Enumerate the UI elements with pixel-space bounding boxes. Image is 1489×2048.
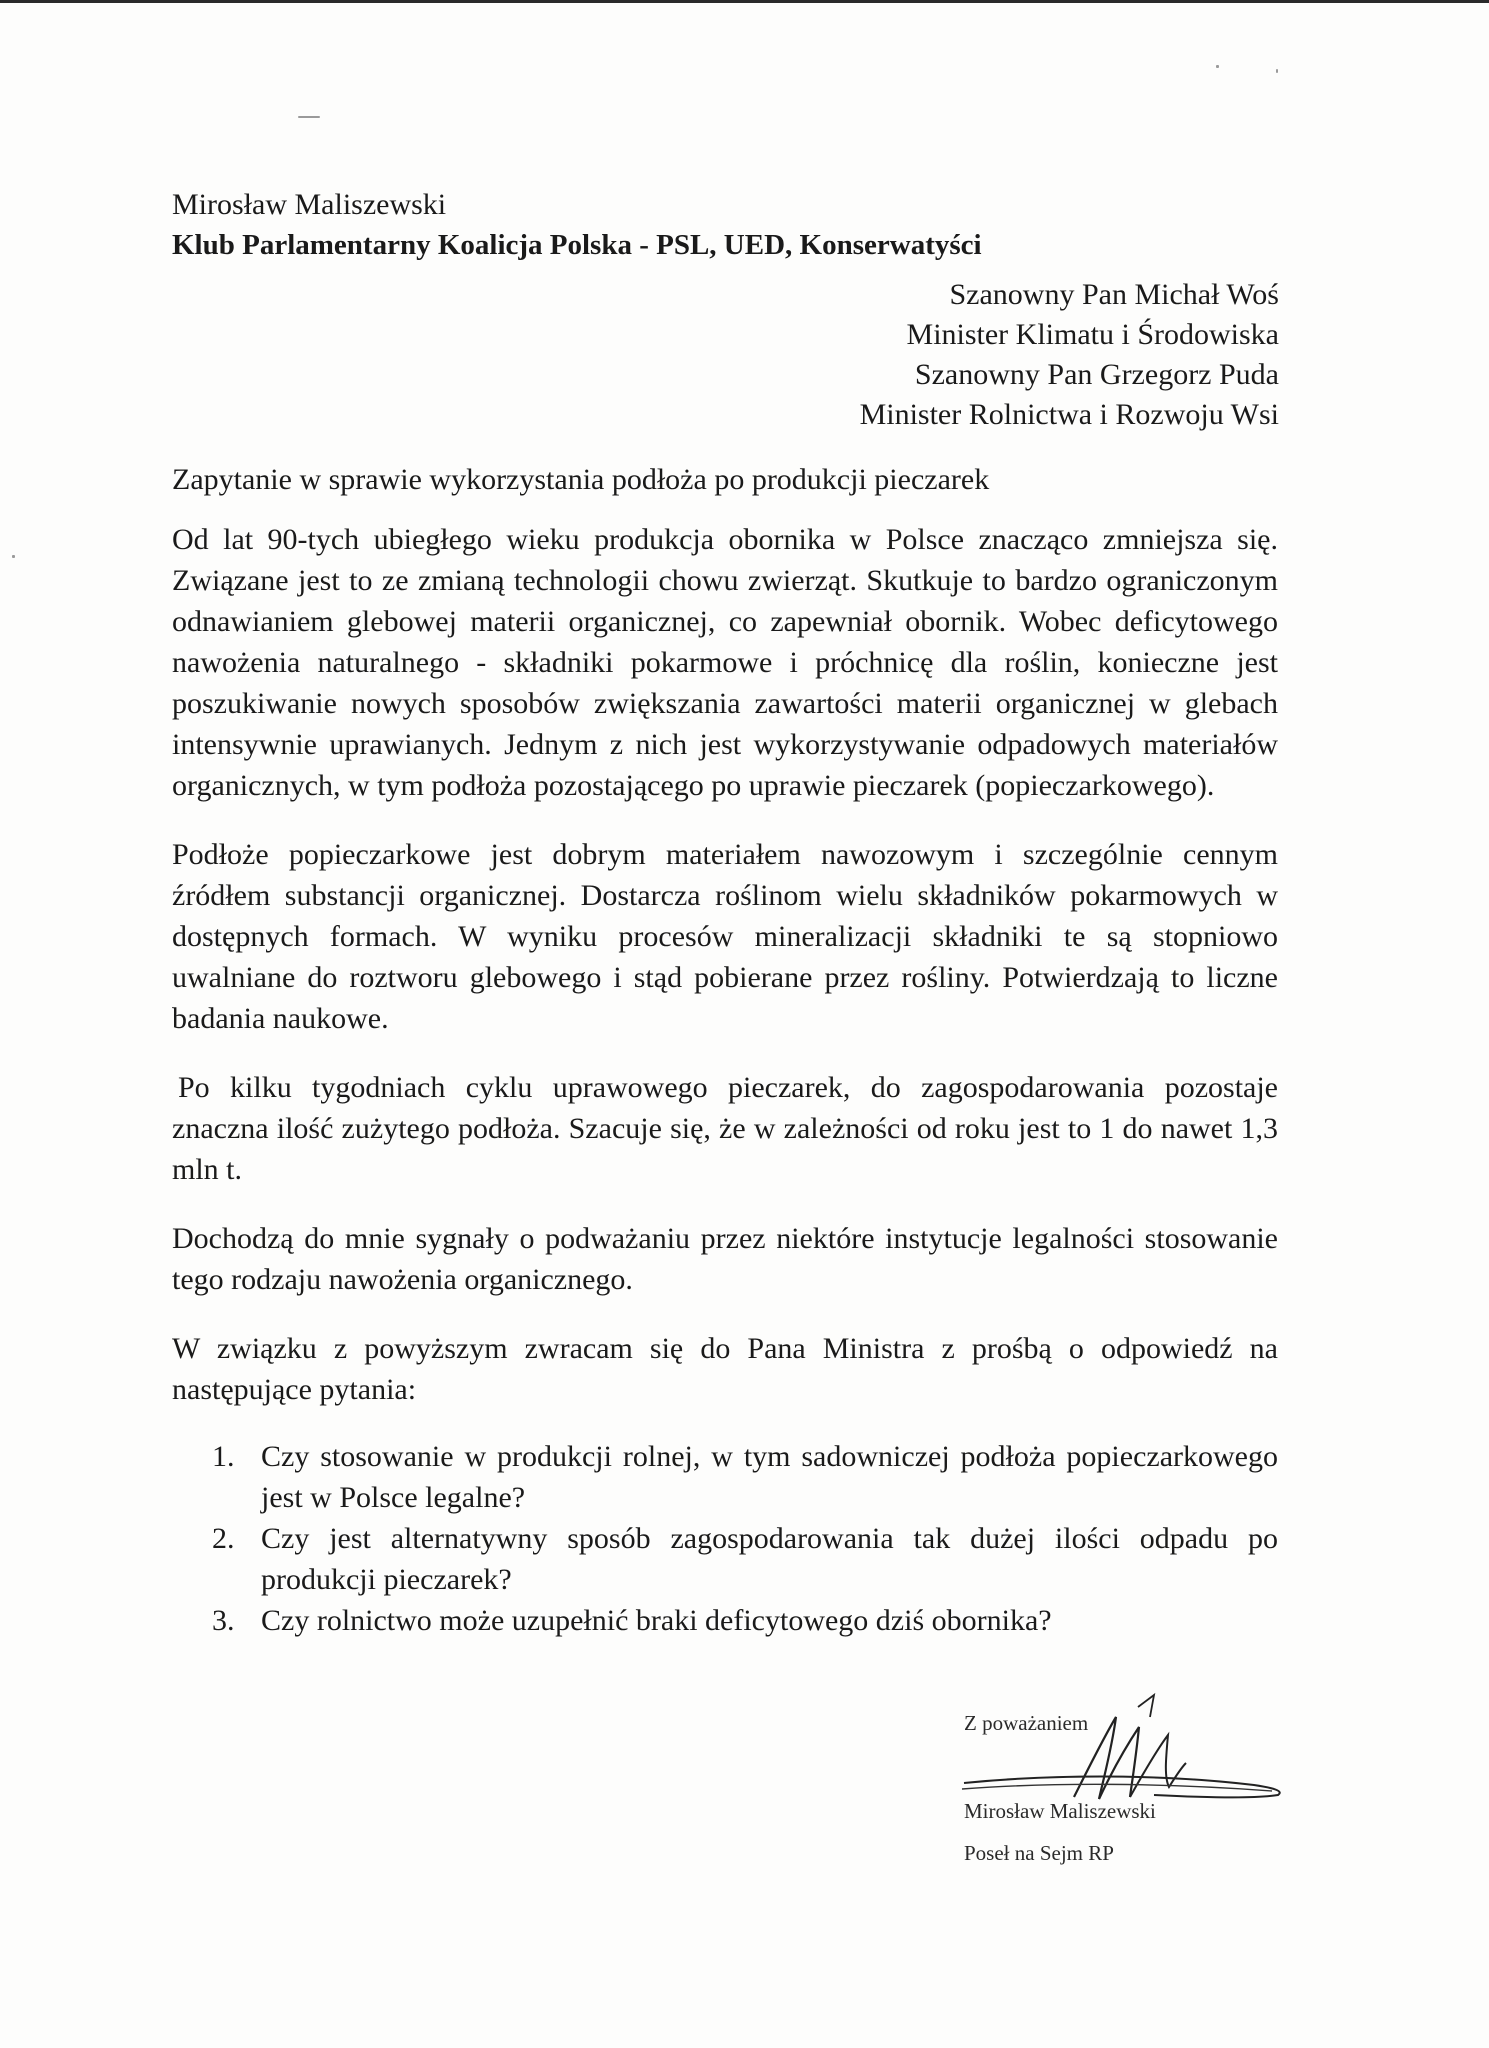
signature-name: Mirosław Maliszewski <box>964 1799 1156 1823</box>
questions-list <box>172 1436 1278 1641</box>
question-number: 2. <box>212 1522 235 1555</box>
recipient-line: Minister Klimatu i Środowiska <box>906 318 1279 351</box>
sender-name: Mirosław Maliszewski <box>172 188 447 221</box>
question-item <box>212 1436 1278 1518</box>
letter-subject: Zapytanie w sprawie wykorzystania podłoża po produkcji pieczarek <box>172 463 990 496</box>
scan-speck <box>1276 69 1278 73</box>
body-paragraph: W związku z powyższym zwracam się do Pana Ministra z prośbą o odpowiedź na następujące pytania: <box>172 1332 1278 1406</box>
body-paragraph: Po kilku tygodniach cyklu uprawowego pieczarek, do zagospodarowania pozostaje znaczna ilość zużytego podłoża. Szacuje się, że w zależności od roku jest to 1 do nawet 1,3 mln t. <box>172 1071 1278 1186</box>
recipient-line: Szanowny Pan Grzegorz Puda <box>914 358 1279 391</box>
sender-club: Klub Parlamentarny Koalicja Polska - PSL, UED, Konserwatyści <box>172 229 982 261</box>
scan-speck <box>12 555 15 558</box>
signature-role: Poseł na Sejm RP <box>964 1841 1114 1865</box>
question-text: Czy jest alternatywny sposób zagospodarowania tak dużej ilości odpadu po produkcji pieczarek? <box>261 1522 1278 1596</box>
scan-speck <box>298 116 320 118</box>
letter-body <box>172 519 1278 1641</box>
question-text: Czy rolnictwo może uzupełnić braki deficytowego dziś obornika? <box>261 1604 1052 1637</box>
body-paragraph: Dochodzą do mnie sygnały o podważaniu przez niektóre instytucje legalności stosowanie tego rodzaju nawożenia organicznego. <box>172 1222 1278 1296</box>
recipient-line: Minister Rolnictwa i Rozwoju Wsi <box>859 398 1279 431</box>
body-paragraph: Podłoże popieczarkowe jest dobrym materiałem nawozowym i szczególnie cennym źródłem substancji organicznej. Dostarcza roślinom wielu składników pokarmowych w dostępnych formach. W wyniku procesów mineralizacji składniki te są stopniowo uwalniane do roztworu glebowego i stąd pobierane przez rośliny. Potwierdzają to liczne badania naukowe. <box>172 838 1278 1035</box>
recipients-block <box>860 275 1279 435</box>
recipient-line: Szanowny Pan Michał Woś <box>949 278 1279 311</box>
body-paragraph: Od lat 90-tych ubiegłego wieku produkcja obornika w Polsce znacząco zmniejsza się. Związane jest to ze zmianą technologii chowu zwierząt. Skutkuje to bardzo ograniczonym odnawianiem glebowej materii organicznej, co zapewniał obornik. Wobec deficytowego nawożenia naturalnego - składniki pokarmowe i próchnicę dla roślin, konieczne jest poszukiwanie nowych sposobów zwiększania zawartości materii organicznej w glebach intensywnie uprawianych. Jednym z nich jest wykorzystywanie odpadowych materiałów organicznych, w tym podłoża pozostającego po uprawie pieczarek (popieczarkowego). <box>172 523 1278 802</box>
question-number: 3. <box>212 1604 235 1637</box>
question-number: 1. <box>212 1440 235 1473</box>
question-text: Czy stosowanie w produkcji rolnej, w tym sadowniczej podłoża popieczarkowego jest w Polsce legalne? <box>261 1440 1278 1514</box>
signature-closing: Z poważaniem <box>964 1711 1089 1735</box>
scan-speck <box>1216 65 1219 68</box>
question-item <box>212 1600 1278 1641</box>
question-item <box>212 1518 1278 1600</box>
sender-block <box>172 185 1292 265</box>
